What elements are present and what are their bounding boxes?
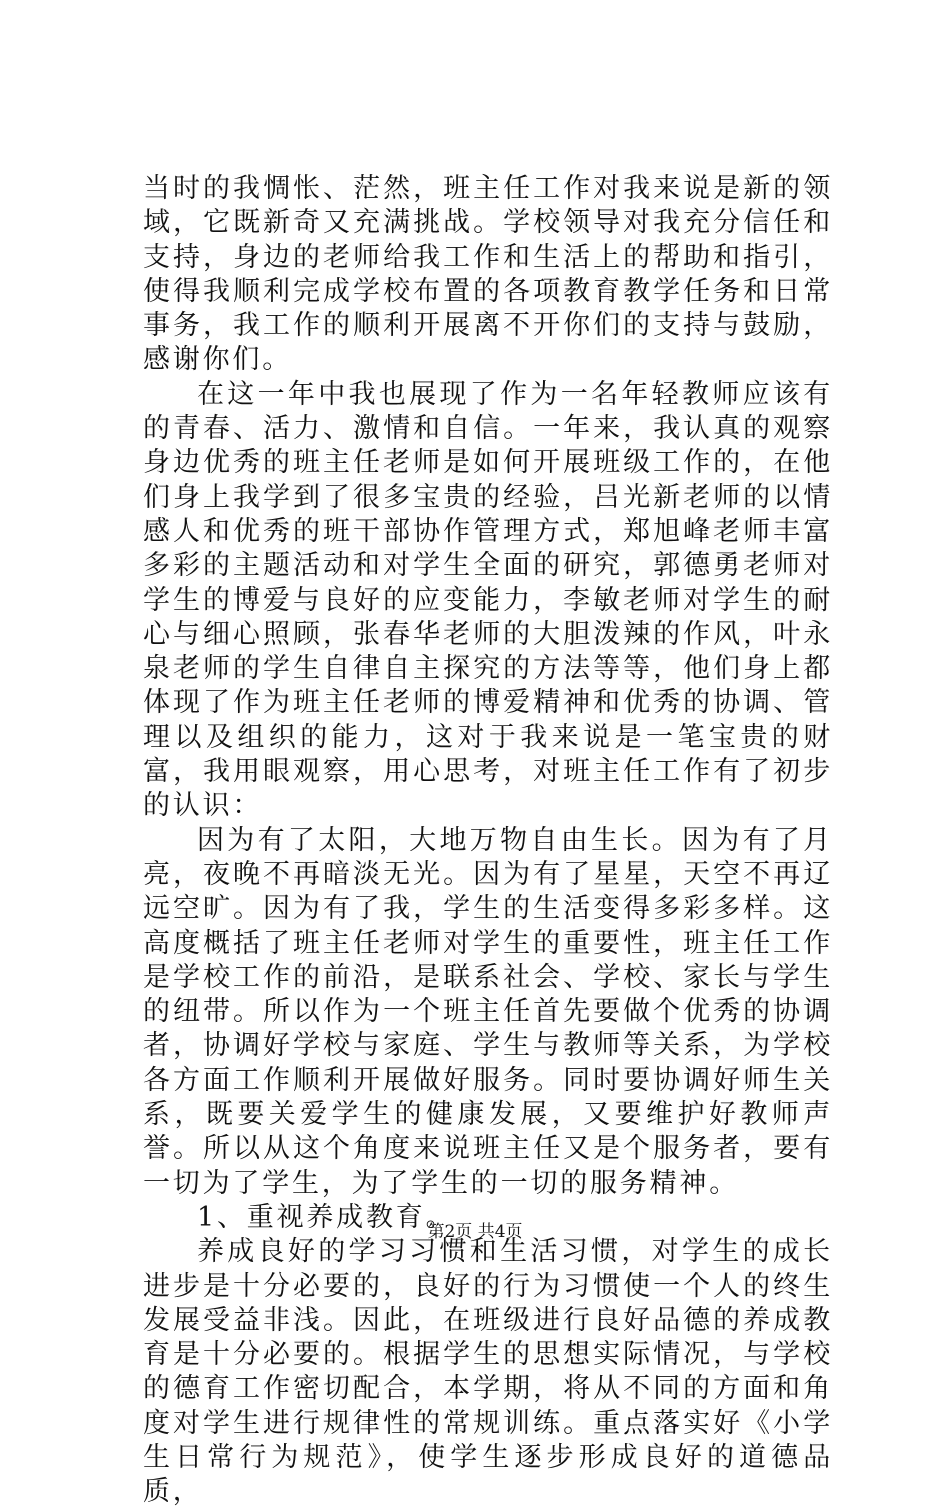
paragraph-habits: 养成良好的学习习惯和生活习惯，对学生的成长进步是十分必要的，良好的行为习惯使一个人的终生发展受益非浅。因此，在班级进行良好品德的养成教育是十分必要的。根据学生的思想实际情况，与学校的德育工作密切配合，本学期，将从不同的方面和角度对学生进行规律性的常规训练。重点落实好《小学生日常行为规范》，使学生逐步形成良好的道德品质， xyxy=(143,1236,833,1508)
paragraph-continuation: 当时的我惆怅、茫然，班主任工作对我来说是新的领域，它既新奇又充满挑战。学校领导对我充分信任和支持，身边的老师给我工作和生活上的帮助和指引，使得我顺利完成学校布置的各项教育教学任务和日常事务，我工作的顺利开展离不开你们的支持与鼓励，感谢你们。 xyxy=(143,173,833,376)
paragraph-observation: 在这一年中我也展现了作为一名年轻教师应该有的青春、活力、激情和自信。一年来，我认真的观察身边优秀的班主任老师是如何开展班级工作的，在他们身上我学到了很多宝贵的经验，吕光新老师的以情感人和优秀的班干部协作管理方式，郑旭峰老师丰富多彩的主题活动和对学生全面的研究，郭德勇老师对学生的博爱与良好的应变能力，李敏老师对学生的耐心与细心照顾，张春华老师的大胆泼辣的作风，叶永泉老师的学生自律自主探究的方法等等，他们身上都体现了作为班主任老师的博爱精神和优秀的协调、管理以及组织的能力，这对于我来说是一笔宝贵的财富，我用眼观察，用心思考，对班主任工作有了初步的认识： xyxy=(143,378,833,822)
paragraph-role: 因为有了太阳，大地万物自由生长。因为有了月亮，夜晚不再暗淡无光。因为有了星星，天空不再辽远空旷。因为有了我，学生的生活变得多彩多样。这高度概括了班主任老师对学生的重要性，班主任工作是学校工作的前沿，是联系社会、学校、家长与学生的纽带。所以作为一个班主任首先要做个优秀的协调者，协调好学校与家庭、学生与教师等关系，为学校各方面工作顺利开展做好服务。同时要协调好师生关系，既要关爱学生的健康发展，又要维护好教师声誉。所以从这个角度来说班主任又是个服务者，要有一切为了学生，为了学生的一切的服务精神。 xyxy=(143,824,833,1199)
document-body xyxy=(143,172,833,1510)
page-number-footer: 第2页 共4页 xyxy=(427,1222,523,1242)
section-heading: 1、重视养成教育。 xyxy=(197,1201,456,1233)
